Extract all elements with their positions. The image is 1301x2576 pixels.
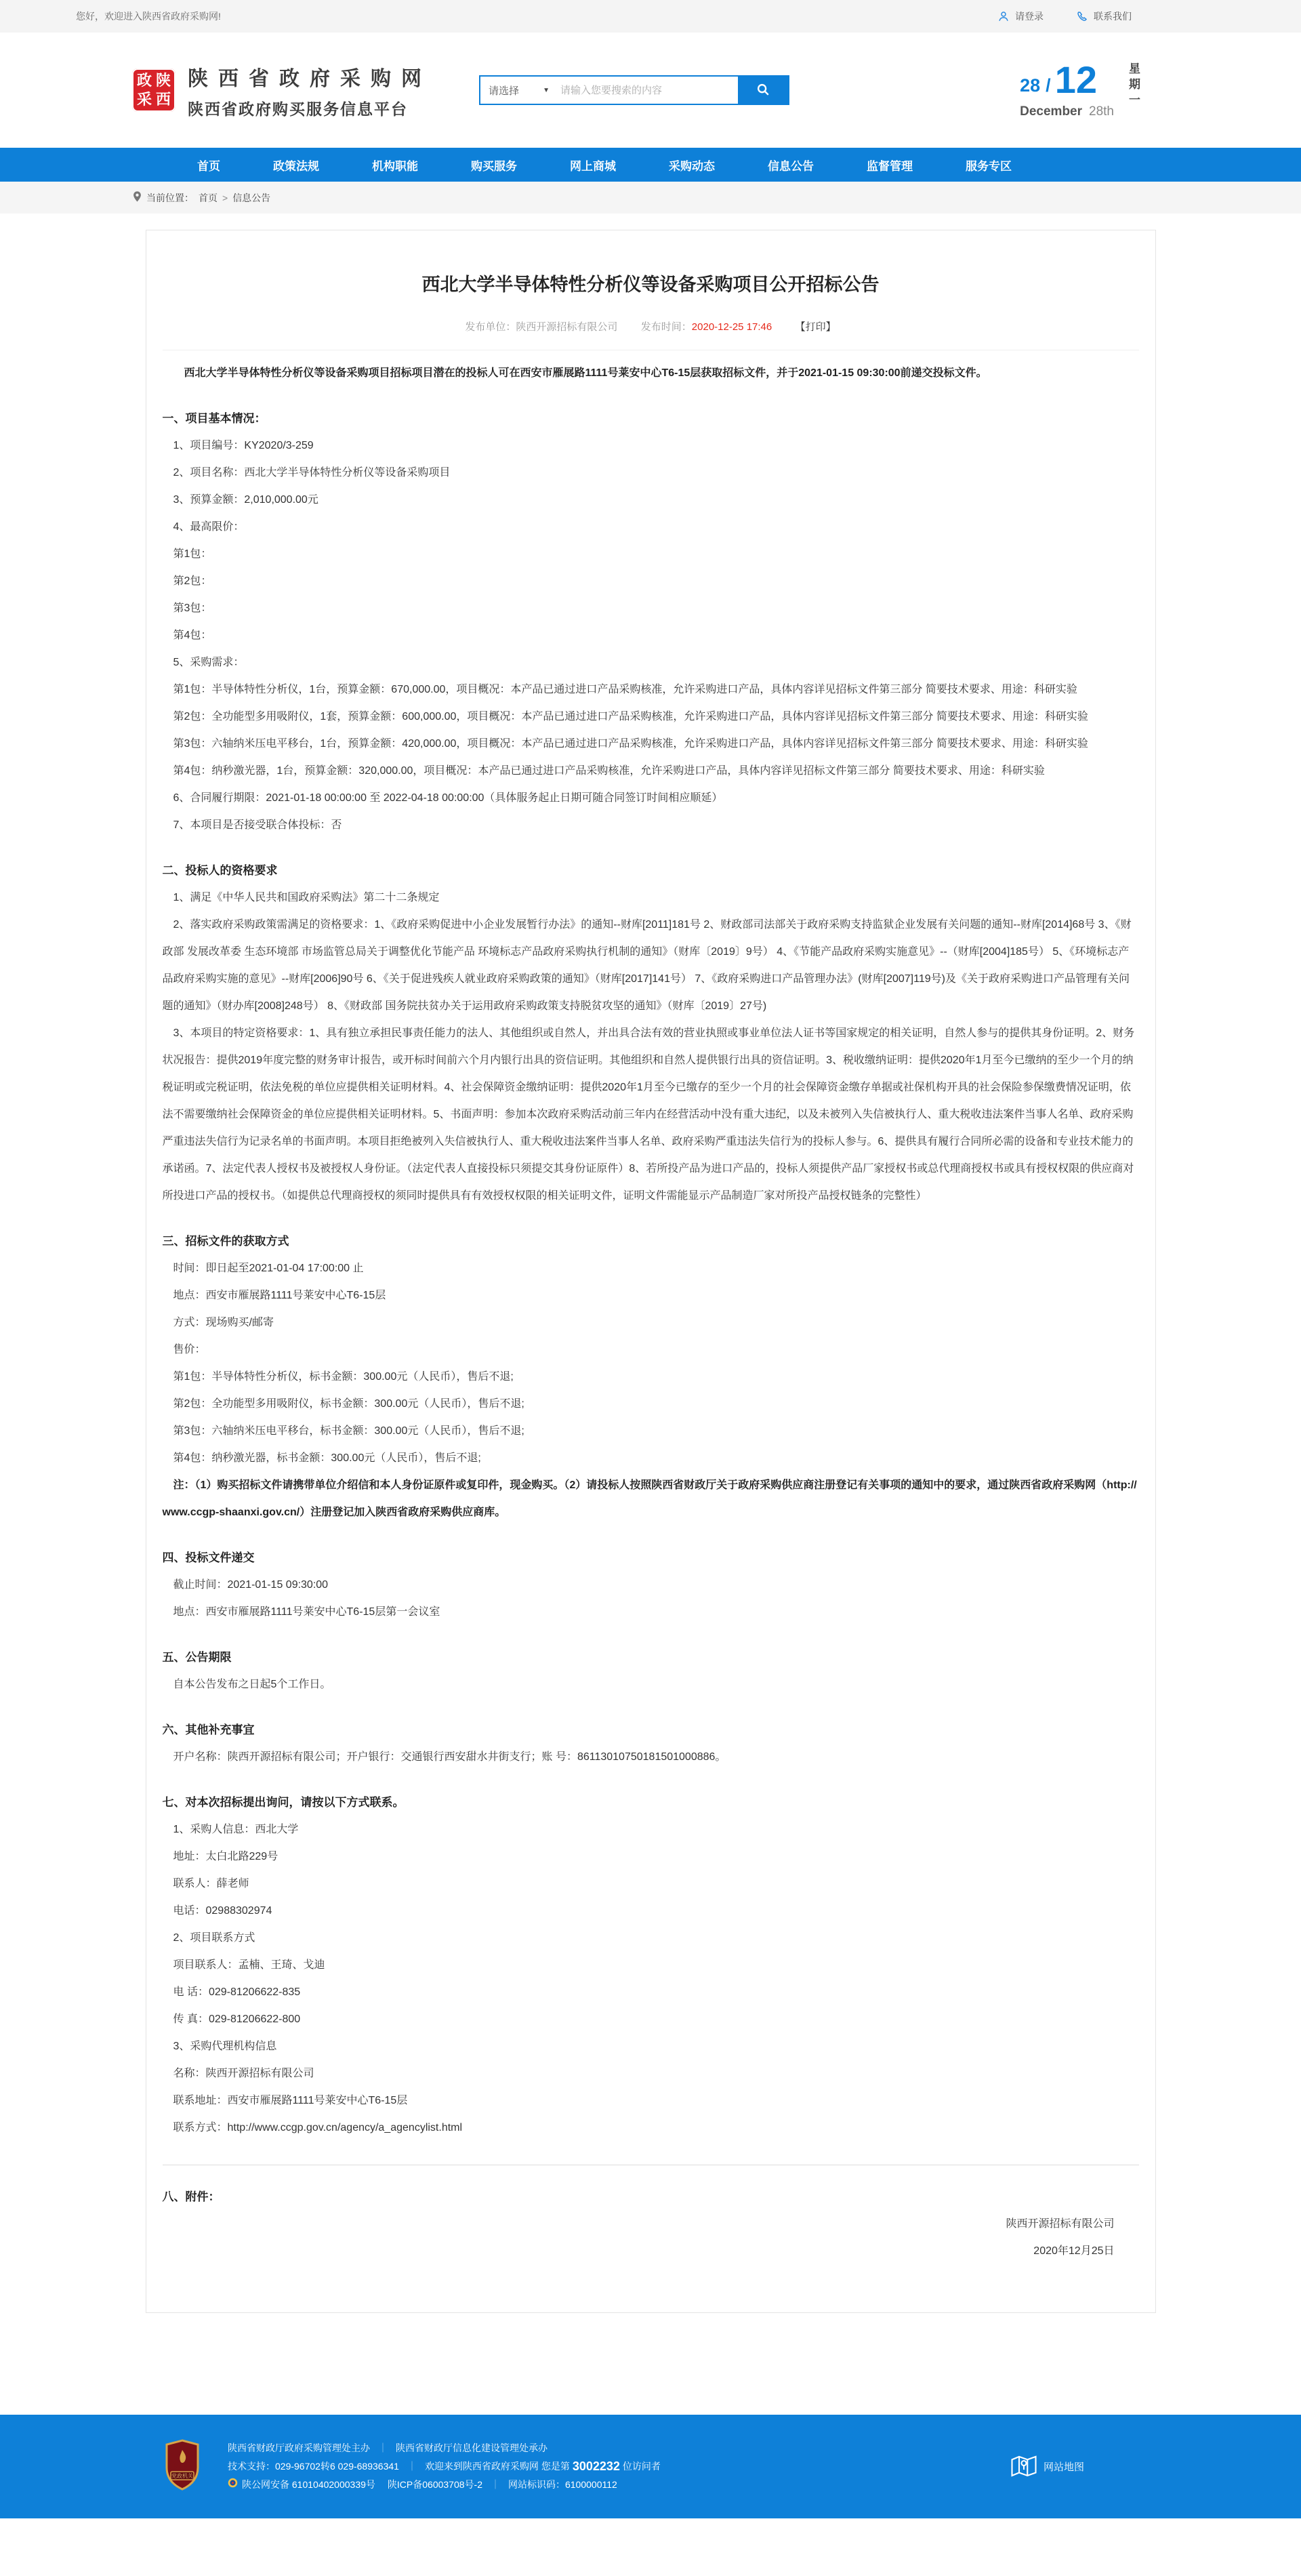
article-paragraph: 地点：西安市雁展路1111号莱安中心T6-15层第一会议室 bbox=[173, 1606, 440, 1618]
article-paragraph: 一、项目基本情况： bbox=[162, 412, 266, 425]
date-weekday: 星期一 bbox=[1127, 62, 1140, 109]
government-emblem-icon bbox=[163, 2439, 202, 2494]
article-paragraph: 地点：西安市雁展路1111号莱安中心T6-15层 bbox=[173, 1290, 386, 1301]
article-paragraph: 传 真：029-81206622-800 bbox=[173, 2013, 301, 2025]
search-category-select[interactable]: 请选择 ▼ bbox=[489, 85, 550, 97]
footer-security-record[interactable]: 陕公网安备 61010402000339号 bbox=[242, 2479, 375, 2490]
site-footer: 党政机关 陕西省财政厅政府采购管理处主办 ｜ 陕西省财政厅信息化建设管理处承办 技术支持：029-96702转6 029-68936341 ｜ 欢迎来到陕西省政府采购网 您是第 3002232 位访问者 陕公网安备 61010402000339号 陕ICP备06003708号-2 ｜ 网站标识码：6100000112 网站地图 bbox=[0, 2415, 1301, 2518]
article-paragraph: 3、采购代理机构信息 bbox=[173, 2041, 277, 2052]
article-paragraph: 2、项目联系方式 bbox=[173, 1932, 255, 1944]
article-paragraph: 第2包： bbox=[173, 575, 212, 587]
footer-visitor-text: 欢迎来到陕西省政府采购网 您是第 bbox=[424, 2461, 570, 2472]
article-paragraph: 联系方式：http://www.ccgp.gov.cn/agency/a_agencylist.html bbox=[173, 2122, 463, 2133]
article-paragraph: 自本公告发布之日起5个工作日。 bbox=[173, 1679, 331, 1690]
article-paragraph: 7、本项目是否接受联合体投标：否 bbox=[173, 819, 342, 831]
article-paragraph: 第3包：六轴纳米压电平移台，标书金额：300.00元（人民币），售后不退; bbox=[173, 1425, 524, 1437]
site-subtitle: 陕西省政府购买服务信息平台 bbox=[188, 100, 408, 118]
article-paragraph: 2020年12月25日 bbox=[1033, 2245, 1115, 2257]
breadcrumb-prefix: 当前位置： bbox=[146, 192, 194, 203]
article-paragraph: 第3包： bbox=[173, 602, 212, 614]
phone-icon bbox=[1076, 10, 1088, 22]
article-paragraph: 4、最高限价： bbox=[173, 521, 245, 533]
article-paragraph: 二、投标人的资格要求 bbox=[162, 864, 278, 877]
site-header bbox=[0, 33, 1301, 148]
article-paragraph: 2、落实政府采购政策需满足的资格要求：1、《政府采购促进中小企业发展暂行办法》的通知--财库[2011]181号 2、财政部司法部关于政府采购支持监狱企业发展有关问题的通知--财库[2014]68号 3、《财政部 发展改革委 生态环境部 市场监管总局关于调整优化节能产品 环境标志产品政府采购执行机制的通知》（财库〔2019〕9号） 4、《节能产品政府采购实施意见》--（财库[2004]185号） 5、《环境标志产品政府采购实施的意见》--财库[2006]90号 6、《关于促进残疾人就业政府采购政策的通知》（财库[2017]141号） 7、《政府采购进口产品管理办法》(财库[2007]119号)及《关于政府采购进口产品管理有关问题的通知》（财办库[2008]248号） 8、《财政部 国务院扶贫办关于运用政府采购政策支持脱贫攻坚的通知》（财库〔2019〕27号) bbox=[162, 919, 1132, 1012]
article-paragraph: 第1包： bbox=[173, 548, 212, 560]
article-paragraph: 第4包：纳秒激光器，标书金额：300.00元（人民币），售后不退; bbox=[173, 1452, 481, 1464]
article-paragraph: 联系人：薛老师 bbox=[173, 1878, 249, 1889]
sitemap-map-icon bbox=[1010, 2452, 1038, 2482]
search-button[interactable] bbox=[738, 77, 788, 104]
article-paragraph: 时间：即日起至2021-01-04 17:00:00 止 bbox=[173, 1263, 364, 1274]
seal-char: 陕 bbox=[155, 72, 171, 89]
contact-link[interactable]: 联系我们 bbox=[1076, 9, 1132, 23]
article-title: 西北大学半导体特性分析仪等设备采购项目公开招标公告 bbox=[421, 274, 880, 295]
search-icon bbox=[756, 82, 770, 99]
article-paragraph: 第3包：六轴纳米压电平移台，1台，预算金额：420,000.00，项目概况：本产品已通过进口产品采购核准，允许采购进口产品，具体内容详见招标文件第三部分 简要技术要求、用途：科研实验 bbox=[173, 738, 1088, 750]
article-paragraph: 三、招标文件的获取方式 bbox=[162, 1235, 289, 1248]
seal-char: 政 bbox=[136, 72, 152, 89]
article-card bbox=[146, 230, 1156, 2313]
nav-item[interactable]: 监督管理 bbox=[867, 159, 913, 173]
user-icon bbox=[997, 10, 1010, 22]
article-paragraph: 第2包：全功能型多用吸附仪，1套，预算金额：600,000.00，项目概况：本产品已通过进口产品采购核准，允许采购进口产品，具体内容详见招标文件第三部分 简要技术要求、用途：科研实验 bbox=[173, 711, 1088, 722]
article-paragraph: 第1包：半导体特性分析仪，1台，预算金额：670,000.00，项目概况：本产品已通过进口产品采购核准，允许采购进口产品，具体内容详见招标文件第三部分 简要技术要求、用途：科研实验 bbox=[173, 684, 1077, 695]
article-paragraph: 第2包：全功能型多用吸附仪，标书金额：300.00元（人民币），售后不退; bbox=[173, 1398, 524, 1410]
article-paragraph: 电话：02988302974 bbox=[173, 1905, 272, 1917]
article-paragraph: 2、项目名称：西北大学半导体特性分析仪等设备采购项目 bbox=[173, 467, 451, 478]
nav-item[interactable]: 采购动态 bbox=[669, 159, 715, 173]
article-paragraph: 3、本项目的特定资格要求：1、具有独立承担民事责任能力的法人、其他组织或自然人，并出具合法有效的营业执照或事业单位法人证书等国家规定的相关证明，自然人参与的提供其身份证明。2、财务状况报告：提供2019年度完整的财务审计报告，或开标时间前六个月内银行出具的资信证明。其他组织和自然人提供银行出具的资信证明。3、税收缴纳证明：提供2020年1月至今已缴纳的至少一个月的纳税证明或完税证明，依法免税的单位应提供相关证明材料。4、社会保障资金缴纳证明：提供2020年1月至今已缴存的至少一个月的社会保障资金缴存单据或社保机构开具的社会保险参保缴费情况证明，依法不需要缴纳社会保障资金的单位应提供相关证明材料。5、书面声明：参加本次政府采购活动前三年内在经营活动中没有重大违纪，以及未被列入失信被执行人、重大税收违法案件当事人名单、政府采购严重违法失信行为记录名单的书面声明。本项目拒绝被列入失信被执行人、重大税收违法案件当事人名单、政府采购严重违法失信行为的投标人参与。6、提供具有履行合同所必需的设备和专业技术能力的承诺函。7、法定代表人授权书及被授权人身份证。（法定代表人直接投标只须提交其身份证原件）8、若所投产品为进口产品的，投标人须提供产品厂家授权书或总代理商授权书或具有授权权限的供应商对所投进口产品的授权书。（如提供总代理商授权的须同时提供具有有效授权权限的相关证明文件，证明文件需能显示产品制造厂家对所投产品授权链条的完整性） bbox=[162, 1027, 1135, 1202]
article-paragraph: 第1包：半导体特性分析仪，标书金额：300.00元（人民币），售后不退; bbox=[173, 1371, 514, 1383]
date-month-en: December bbox=[1020, 104, 1083, 119]
article-paragraph: 截止时间：2021-01-15 09:30:00 bbox=[173, 1579, 329, 1591]
search-box bbox=[479, 75, 789, 105]
location-pin-icon bbox=[133, 191, 142, 204]
article-paragraph: 联系地址：西安市雁展路1111号莱安中心T6-15层 bbox=[173, 2095, 408, 2106]
date-day-en: 28th bbox=[1089, 104, 1114, 119]
seal-char: 采 bbox=[136, 91, 152, 108]
article-paragraph: 第4包： bbox=[173, 630, 212, 641]
seal-char: 西 bbox=[155, 91, 171, 108]
article-paragraph: 1、采购人信息：西北大学 bbox=[173, 1824, 299, 1835]
article-paragraph: 八、附件： bbox=[162, 2190, 220, 2203]
sitemap-link[interactable]: 网站地图 bbox=[1010, 2452, 1084, 2482]
nav-item[interactable]: 首页 bbox=[197, 159, 220, 173]
article-paragraph: 售价： bbox=[173, 1344, 206, 1355]
article-paragraph: 开户名称：陕西开源招标有限公司；开户银行：交通银行西安甜水井街支行；账 号：86113010750181501000886。 bbox=[173, 1751, 726, 1763]
article-paragraph: 七、对本次招标提出询问，请按以下方式联系。 bbox=[162, 1796, 405, 1809]
article-meta: 发布单位：陕西开源招标有限公司 发布时间：2020-12-25 17:46 【打印】 bbox=[163, 319, 1139, 350]
date-day: 28 bbox=[1020, 75, 1041, 96]
nav-item[interactable]: 购买服务 bbox=[471, 159, 517, 173]
publisher: 陕西开源招标有限公司 bbox=[516, 321, 618, 333]
article-paragraph: 1、项目编号：KY2020/3-259 bbox=[173, 440, 314, 451]
main-nav bbox=[0, 148, 1301, 182]
nav-item[interactable]: 网上商城 bbox=[570, 159, 616, 173]
breadcrumb-home[interactable]: 首页 bbox=[199, 192, 218, 203]
chevron-down-icon: ▼ bbox=[543, 86, 550, 94]
nav-item[interactable]: 服务专区 bbox=[966, 159, 1012, 173]
nav-item[interactable]: 信息公告 bbox=[768, 159, 814, 173]
breadcrumb-current: 信息公告 bbox=[232, 192, 271, 203]
logo-seal-icon bbox=[132, 68, 175, 112]
svg-text:党政机关: 党政机关 bbox=[171, 2473, 193, 2479]
visitor-count: 3002232 bbox=[572, 2459, 620, 2473]
article-paragraph: 西北大学半导体特性分析仪等设备采购项目招标项目潜在的投标人可在西安市雁展路1111号莱安中心T6-15层获取招标文件，并于2021-01-15 09:30:00前递交投标文件。 bbox=[184, 367, 987, 379]
site-title: 陕西省政府采购网 bbox=[188, 67, 432, 90]
print-button[interactable]: 【打印】 bbox=[795, 321, 836, 333]
footer-co-organizer: 陕西省财政厅信息化建设管理处承办 bbox=[396, 2442, 548, 2453]
police-badge-icon bbox=[228, 2476, 238, 2494]
article-paragraph: 五、公告期限 bbox=[162, 1651, 232, 1664]
footer-site-code: 网站标识码：6100000112 bbox=[508, 2479, 617, 2490]
nav-item[interactable]: 政策法规 bbox=[273, 159, 319, 173]
publish-time: 2020-12-25 17:46 bbox=[691, 321, 772, 333]
article-paragraph: 项目联系人：孟楠、王琦、戈迪 bbox=[173, 1959, 325, 1971]
article-paragraph: 六、其他补充事宜 bbox=[162, 1723, 255, 1736]
article-paragraph: 名称：陕西开源招标有限公司 bbox=[173, 2068, 314, 2079]
article-paragraph: 3、预算金额：2,010,000.00元 bbox=[173, 494, 318, 506]
article-body bbox=[163, 360, 1139, 2265]
article-paragraph: 地址：太白北路229号 bbox=[173, 1851, 278, 1862]
article-paragraph: 方式：现场购买/邮寄 bbox=[173, 1317, 274, 1328]
footer-tech-support: 技术支持：029-96702转6 029-68936341 bbox=[228, 2461, 399, 2472]
nav-item[interactable]: 机构职能 bbox=[372, 159, 418, 173]
article-paragraph: 1、满足《中华人民共和国政府采购法》第二十二条规定 bbox=[173, 892, 440, 903]
article-paragraph: 电 话：029-81206622-835 bbox=[173, 1986, 301, 1998]
article-paragraph: 5、采购需求： bbox=[173, 657, 245, 668]
article-paragraph: 第4包：纳秒激光器，1台，预算金额：320,000.00，项目概况：本产品已通过进口产品采购核准，允许采购进口产品，具体内容详见招标文件第三部分 简要技术要求、用途：科研实验 bbox=[173, 765, 1045, 777]
topbar bbox=[0, 0, 1301, 33]
footer-icp[interactable]: 陕ICP备06003708号-2 bbox=[387, 2479, 482, 2490]
site-logo[interactable] bbox=[132, 62, 432, 119]
article-paragraph: 注：（1）购买招标文件请携带单位介绍信和本人身份证原件或复印件，现金购买。（2）请投标人按照陕西省财政厅关于政府采购供应商注册登记有关事项的通知中的要求，通过陕西省政府采购网（http://www.ccgp-shaanxi.gov.cn/）注册登记加入陕西省政府采购供应商库。 bbox=[162, 1479, 1137, 1518]
article-paragraph: 6、合同履行期限：2021-01-18 00:00:00 至 2022-04-18 00:00:00（具体服务起止日期可随合同签订时间相应顺延） bbox=[173, 792, 723, 804]
login-link[interactable]: 请登录 bbox=[997, 9, 1044, 23]
article-paragraph: 四、投标文件递交 bbox=[162, 1551, 255, 1564]
article-paragraph: 陕西开源招标有限公司 bbox=[1006, 2218, 1115, 2230]
footer-organizer: 陕西省财政厅政府采购管理处主办 bbox=[228, 2442, 370, 2453]
date-widget: 28 / 12 December 28th 星期一 bbox=[1020, 61, 1142, 119]
date-month: 12 bbox=[1054, 58, 1097, 101]
search-input[interactable] bbox=[556, 77, 738, 104]
breadcrumb: 当前位置： 首页 > 信息公告 bbox=[0, 182, 1301, 213]
welcome-text: 您好，欢迎进入陕西省政府采购网! bbox=[76, 11, 221, 22]
